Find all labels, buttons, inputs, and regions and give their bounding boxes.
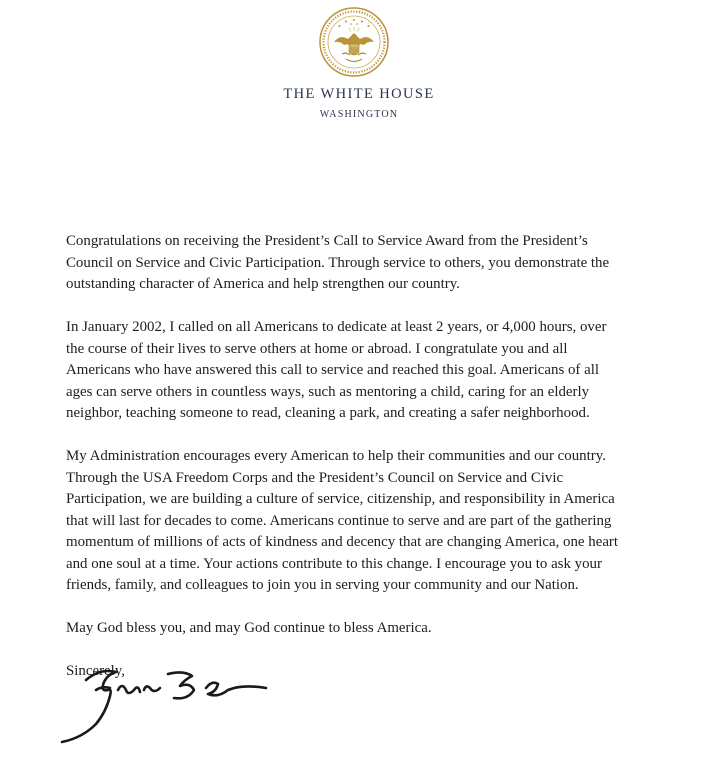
paragraph-line: momentum of millions of acts of kindness and decency that are changing America, one heart	[66, 534, 619, 550]
handwritten-signature-icon	[56, 660, 276, 750]
paragraph-line: neighbor, teaching someone to read, cleaning a park, and creating a safer neighborhood.	[66, 405, 590, 421]
paragraph-line: In January 2002, I called on all Americans to dedicate at least 2 years, or 4,000 hours, over	[66, 319, 607, 335]
closing-salutation: Sincerely,	[66, 663, 125, 679]
paragraph-line: the course of their lives to serve others at home or abroad. I congratulate you and all	[66, 340, 568, 357]
paragraph-line: and one soul at a time. Your actions contribute to this change. I encourage you to ask your	[66, 555, 602, 572]
letter-body	[66, 231, 666, 704]
presidential-seal-icon	[318, 6, 390, 78]
paragraph-line: Participation, we are building a culture of service, citizenship, and responsibility in America	[66, 491, 615, 507]
paragraph-line: My Administration encourages every American to help their communities and our country.	[66, 448, 606, 464]
paragraph-line: ages can serve others in countless ways, such as mentoring a child, caring for an elderly	[66, 383, 590, 400]
paragraph-line: Council on Service and Civic Participation. Through service to others, you demonstrate the	[66, 254, 610, 271]
paragraph-line: outstanding character of America and help strengthen our country.	[66, 276, 460, 292]
paragraph-line: Americans who have answered this call to service and reached this goal. Americans of all	[66, 362, 599, 378]
paragraph-congratulations	[66, 231, 666, 296]
letterhead-title: THE WHITE HOUSE	[283, 86, 435, 102]
paragraph-blessing: May God bless you, and may God continue to bless America.	[66, 620, 432, 636]
letterhead-subtitle: WASHINGTON	[319, 109, 399, 120]
paragraph-administration	[66, 446, 666, 597]
paragraph-january-2002	[66, 317, 666, 425]
paragraph-line: Through the USA Freedom Corps and the President’s Council on Service and Civic	[66, 469, 564, 486]
paragraph-line: Congratulations on receiving the President’s Call to Service Award from the President’s	[66, 233, 588, 249]
paragraph-line: that will last for decades to come. Americans continue to serve and are part of the gathering	[66, 512, 612, 529]
paragraph-line: friends, family, and colleagues to join you in serving your community and our Nation.	[66, 577, 579, 593]
